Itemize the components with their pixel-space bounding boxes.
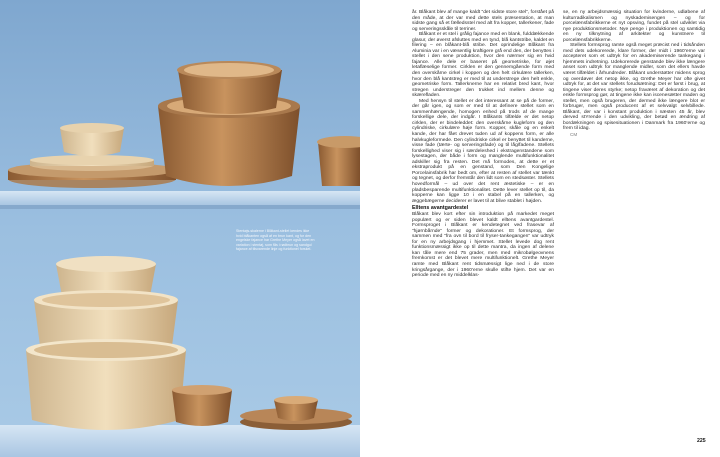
paragraph: se, en ny arbejdsmæssig situation for kvinderne, udløbene af kulturradikalismen og nyskademisengen – og for porcelænsfabrikkerne et nyt opsving, fundet på stel udviklet via nye produktionsmetoder. Nye penge i produktionen og samtidig en ny tilknytning af arkitekter og kunstnere til porcelænsfabrikkerne. bbox=[563, 10, 705, 43]
paragraph: Med hensyn til stellet er det interessant at se på de former, der går igen, og som er med til at definere stellet som en sammenhængende, homogen enhed på trods af de mange forskellige dele, der indgår. I Blåkants tilfælde er det netop cirklen, der er bindeleddet: den overskårne kugleform og den cylindriske, cirkulære høje form. Kopper, skåle og en enkelt kande, der har fået drevet tuden ud af koppens form, er alle halvkugleformede. Den cylindriske cirkel er benyttet til kanderne, visse fade (tærte- og serveringsfade) og til låg/fadene. Stellets forskellighed viser sig i særdeleshed i ekstragenstandene som lysestagen, der både i form og manglende multifunktionalitet adskiller sig fra resten. Det må formodes, at dette er et ekstraprodukt på en genstand, som Den Kongelige Porcelainsfabrik har bedt om, efter at resten af stellet var tænkt og tegnet, og derfor fremstår den lidt som en stedsøster. Stellets hovedformål – ud over det rent æstetiske – er en pladsbesparende multifunktionalitet. Dette lever stellet op til, da kopperne kan ligge 10 i en stabel på en tallerken, og æggebægerne deciderer er lavet til at blive stablet i højden. bbox=[412, 98, 554, 204]
photo-caption: Stentøjs-skalerne i Blåkant-stellet kendes ikke hvid blåkanten også af en brun kant, og for den engelske fajance har Grethe Meyer også lavet en variation i stentøj, som fås i rødbrun og sandgul fajance af tilsvarende linje og funktionel forskel. bbox=[236, 229, 315, 252]
article-column-2 bbox=[563, 10, 705, 138]
paragraph: Blåkant er et stel i grålig fajance med en blank, fulddækkende glasur, der øverst afsluttes med en tynd, blå kantstribe, kaldet en filering – en blåkant-blå stribe. Det oprindelige Blåkant fra Aluminia var i en væsentlig kraftigere grå end den, der benyttes i stellet i den sene produktion, hvor den nærmer sig en hvid fajance. Alle dele er baseret på geometriske, for øjet letaflæselige former. Cirklen er den gennemgående form med den overskårne cirkel i koppen og den helt cirkulære tallerken, hvor den blå kantstreg er med til at understrege den helt enkle, geometriske form. Tallerknerne har en relativt bred kant, hvor stregen understreger den trukket ind mellem denne og skærefladen. bbox=[412, 32, 554, 99]
paragraph: Blåkant blev kort efter sin introduktion på markedet meget populært og er siden blevet kaldt elltens avantgardestel. Formsproget i Blåkant er kendetegnet ved frasevar af ”hjørnbårnde” former og dekorationer. Et formsprog, der sammen med ”fra ovn til bord til fryser-tankegangen” var udtryk for en ny arbejdsgang i hjemmet. Stellet levede dog rent funktionsmæssigt ikke op til dette mantra, da ingen af delene kan tåle mere end 75 grader, men med mikrobølgeovnens fremkomst er det blevet mere multifunktionelt. Grethe Meyer ramte med Blåkant rent tidsmæssigt lige ned i de store kringsårgange, der i 1960’erne skulle stifte hjem. Det var en periode med en ny middelklas- bbox=[412, 212, 554, 279]
section-heading: Elltens avantgardestel bbox=[412, 205, 469, 212]
page-number: 225 bbox=[697, 438, 706, 444]
paragraph: Stellets formsprog ramte også meget præcist ned i tidsånden med dets udekorerede, klare former, der midt i 1960’erne var accepteret som et udtryk for en akademiserende tankegang i hjemmets indretning. Udekorerede genstande blev ikke længere anset som udtryk for manglende midler, som det ellers havde været tilfældet i århundreder. Blåkant understøtter midens sprog og overdøver det netop ikke, og Grethe Meyer har ofte givet udtryk for, at det var stellets forudsætning: Det er først i brug, at tingene viser deres styrke; netop fraværet af dekoration og det enkle formsprog gør, at tingene ikke kan iscenesætter maden og stellet, men også brugeren, der dermed ikke længere blot er forbruger, men også producent af et selvvalgt selvbillede. Blåkant, der var i konstant produktion i næsten 45 år, blev derved stYrende i den udvikling, der betød en ændring af bordækningen og spisesituationen i Danmark fra 1960’erne og frem til idag. bbox=[563, 43, 705, 132]
article-column-1 bbox=[412, 10, 554, 279]
paragraph: år. Blåkant blev af mange kaldt ”det sidste store stel”, forstået på den måde, at der var med dette stels præsentation, at man sidste gang så et fælledsstel med alt fra kopper, tallerkener, fade og serveringsskåle til terriner. bbox=[412, 10, 554, 32]
author-initials: CM bbox=[570, 132, 578, 138]
